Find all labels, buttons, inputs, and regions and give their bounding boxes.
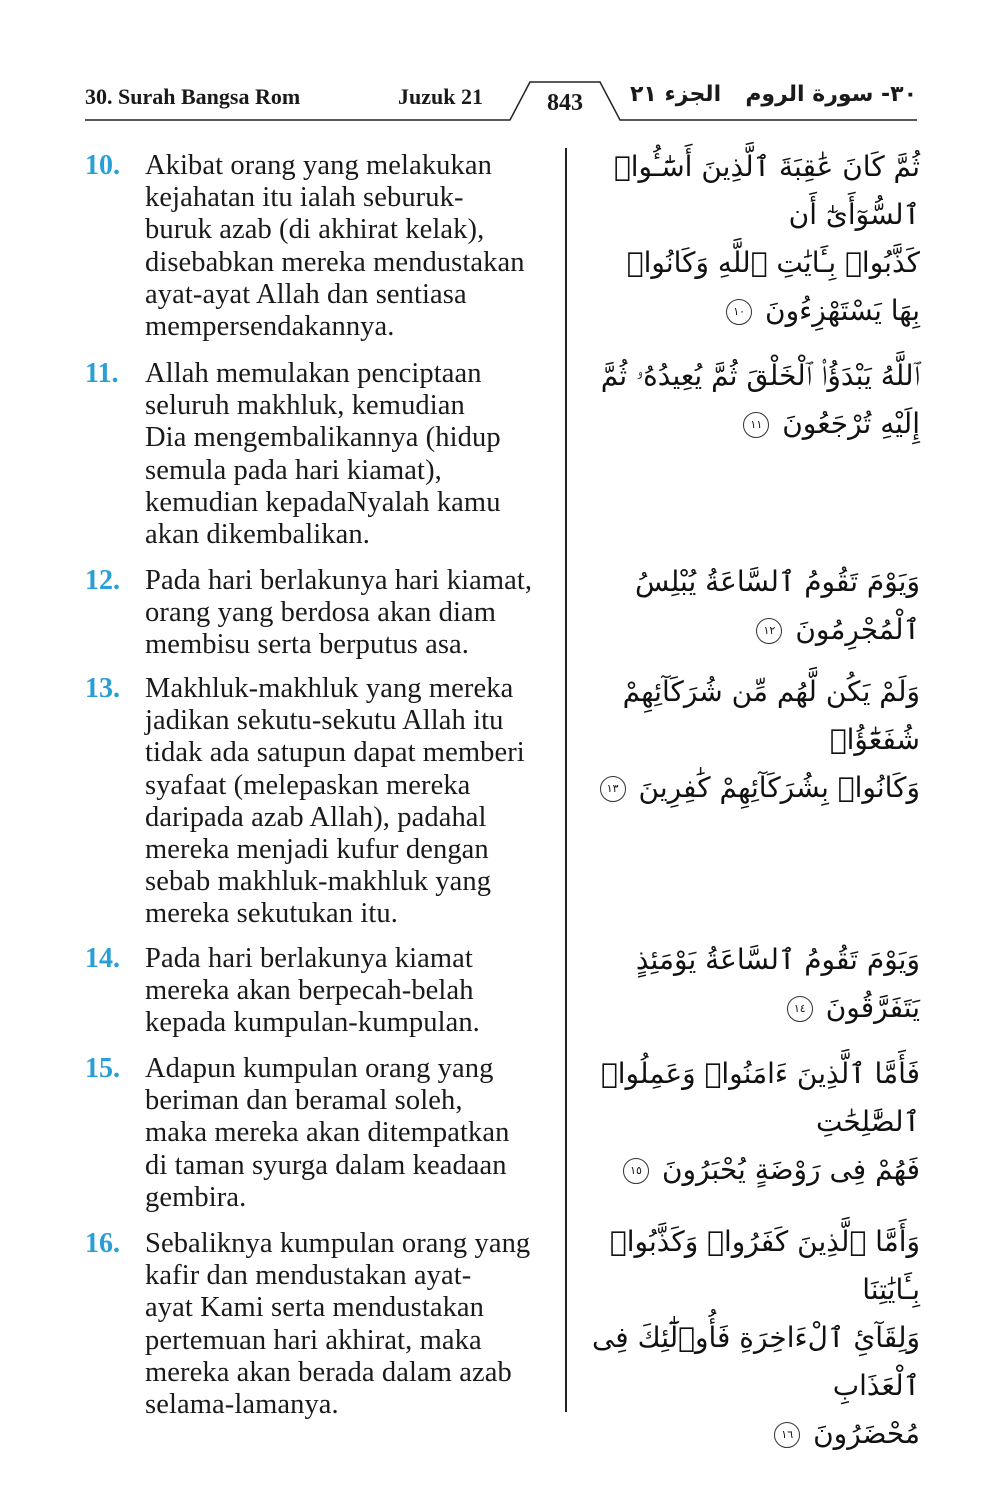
arabic-text: وَيَوْمَ تَقُومُ ٱلسَّاعَةُ يُبْلِسُ ٱلْمُجْرِمُونَ: [635, 565, 920, 646]
surah-arabic: ٣٠- سورة الروم: [745, 82, 917, 107]
verse-arabic: [590, 352, 920, 448]
juz-arabic: الجزء ٢١: [630, 82, 722, 107]
column-divider: [565, 148, 567, 1412]
ayah-end-marker: ١٣: [600, 776, 626, 802]
surah-title: 30. Surah Bangsa Rom: [85, 84, 301, 109]
verse-translation: Allah memulakan penciptaan seluruh makhluk, kemudian Dia mengembalikannya (hidup semula pada hari kiamat), kemudian kepadaNyalah kamu akan dikembalikan.: [145, 358, 501, 551]
verse-translation: Akibat orang yang melakukan kejahatan itu ialah seburuk- buruk azab (di akhirat kelak), disebabkan mereka mendustakan ayat-ayat Allah dan sentiasa mempersendakannya.: [145, 150, 525, 343]
ayah-end-marker: ١٥: [623, 1158, 649, 1184]
verse-translation: Pada hari berlakunya hari kiamat, orang yang berdosa akan diam membisu serta berputus asa.: [145, 565, 533, 661]
arabic-text: ثُمَّ كَانَ عَٰقِبَةَ ٱلَّذِينَ أَسَٰٓـُٔوا۟ ٱلسُّوٓأَىٰٓ أَن كَذَّبُوا۟ بِـَٔايَٰتِ ٱللَّهِ وَكَانُوا۟ بِهَا يَسْتَهْزِءُونَ: [613, 150, 920, 327]
verse-arabic: [590, 143, 920, 335]
verse-number: 13.: [85, 673, 120, 704]
verse-translation: Pada hari berlakunya kiamat mereka akan berpecah-belah kepada kumpulan-kumpulan.: [145, 943, 480, 1039]
arabic-text: وَأَمَّا ٱلَّذِينَ كَفَرُوا۟ وَكَذَّبُوا۟ بِـَٔايَٰتِنَا وَلِقَآئِ ٱلْءَاخِرَةِ فَأُو۟لَٰٓئِكَ فِى ٱلْعَذَابِ مُحْضَرُونَ: [591, 1225, 920, 1450]
ayah-end-marker: ١١: [743, 412, 769, 438]
verse-translation: Makhluk-makhluk yang mereka jadikan sekutu-sekutu Allah itu tidak ada satupun dapat memberi syafaat (melepaskan mereka daripada azab Allah), padahal mereka menjadi kufur dengan sebab makhluk-makhluk yang mereka sekutukan itu.: [145, 673, 525, 930]
verse-arabic: [590, 558, 920, 654]
ayah-end-marker: ١٦: [774, 1422, 800, 1448]
verse-arabic: [590, 1050, 920, 1194]
verse-number: 10.: [85, 150, 120, 181]
page-header: [85, 78, 917, 122]
arabic-text: وَيَوْمَ تَقُومُ ٱلسَّاعَةُ يَوْمَئِذٍ يَتَفَرَّقُونَ: [635, 943, 920, 1024]
verse-number: 15.: [85, 1053, 120, 1084]
verse-number: 14.: [85, 943, 120, 974]
juzuk-label: Juzuk 21: [398, 84, 483, 109]
verse-number: 16.: [85, 1228, 120, 1259]
verse-arabic: [590, 936, 920, 1032]
page-number: 843: [547, 90, 583, 116]
verse-number: 11.: [85, 358, 119, 389]
ayah-end-marker: ١٠: [726, 299, 752, 325]
ayah-end-marker: ١٤: [787, 996, 813, 1022]
arabic-text: فَأَمَّا ٱلَّذِينَ ءَامَنُوا۟ وَعَمِلُوا۟ ٱلصَّٰلِحَٰتِ فَهُمْ فِى رَوْضَةٍ يُحْبَرُونَ: [600, 1057, 920, 1186]
verse-translation: Adapun kumpulan orang yang beriman dan beramal soleh, maka mereka akan ditempatkan di taman syurga dalam keadaan gembira.: [145, 1053, 510, 1213]
verse-arabic: [590, 1218, 920, 1458]
ayah-end-marker: ١٢: [756, 618, 782, 644]
verse-arabic: [590, 668, 920, 812]
arabic-text: ٱللَّهُ يَبْدَؤُا۟ ٱلْخَلْقَ ثُمَّ يُعِيدُهُۥ ثُمَّ إِلَيْهِ تُرْجَعُونَ: [600, 359, 920, 440]
verse-translation: Sebaliknya kumpulan orang yang kafir dan mendustakan ayat- ayat Kami serta mendustakan pertemuan hari akhirat, maka mereka akan berada dalam azab selama-lamanya.: [145, 1228, 531, 1421]
arabic-text: وَلَمْ يَكُن لَّهُم مِّن شُرَكَآئِهِمْ شُفَعَٰٓؤُا۟ وَكَانُوا۟ بِشُرَكَآئِهِمْ كَٰفِرِينَ: [622, 675, 920, 804]
verse-number: 12.: [85, 565, 120, 596]
